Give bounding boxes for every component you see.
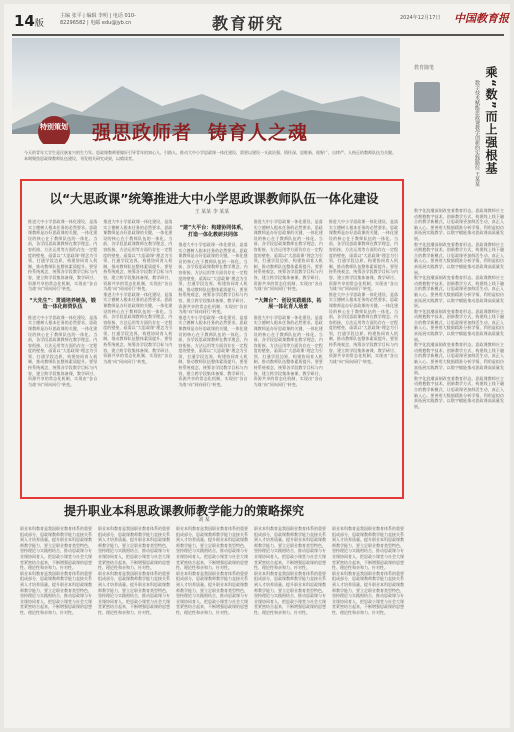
column-text: 推进大中小学思政课一体化建设，是落实立德树人根本任务的必然要求。思政课教师是办好思政课的关键，一体化建设的核心在于教师队伍的一体化。当前，各学段思政课教师在教学理念、内容衔接、方法运用等方面仍存在一定程度的壁垒，亟需以“大思政课”理念为引领，打通学段边界，构建协同育人机制，推动教师队伍整体素质提升。要坚持系统观念，统筹各学段教学目标与内容，建立跨学段集体备课、教学研讨、资源共享的常态化机制，实现由“各自为战”向“同向同行”转变。 [328, 291, 399, 364]
article-column [254, 526, 326, 722]
column-text: 推进大中小学思政课一体化建设，是落实立德树人根本任务的必然要求。思政课教师是办好思政课的关键，一体化建设的核心在于教师队伍的一体化。当前，各学段思政课教师在教学理念、内容衔接、方法运用等方面仍存在一定程度的壁垒，亟需以“大思政课”理念为引领，打通学段边界，构建协同育人机制，推动教师队伍整体素质提升。要坚持系统观念，统筹各学段教学目标与内容，建立跨学段集体备课、教学研讨、资源共享的常态化机制，实现由“各自为战”向“同向同行”转变。 [253, 314, 323, 387]
article-column [28, 219, 97, 495]
column-text: 数字化浪潮深刻改变着教育形态。思政课教师应主动拥抱数字技术，创新教学方式，构建线上线下融合的教学新模式，让思政课更加鲜活生动，真正入脑入心。要善用大数据精准分析学情，利用虚拟仿真拓展实践教学，以数字赋能推动思政课高质量发展。 [414, 342, 504, 376]
column-text: 推进大中小学思政课一体化建设，是落实立德树人根本任务的必然要求。思政课教师是办好思政课的关键，一体化建设的核心在于教师队伍的一体化。当前，各学段思政课教师在教学理念、内容衔接、方法运用等方面仍存在一定程度的壁垒，亟需以“大思政课”理念为引领，打通学段边界，构建协同育人机制，推动教师队伍整体素质提升。要坚持系统观念，统筹各学段教学目标与内容，建立跨学段集体备课、教学研讨、资源共享的常态化机制，实现由“各自为战”向“同向同行”转变。 [28, 314, 98, 387]
feature-banner [12, 38, 400, 144]
masthead [4, 4, 510, 38]
page-number: 14版 [14, 12, 44, 30]
column-subhead: “大先生”：贯通培养链条，锻造一体化师资队伍 [29, 297, 96, 311]
article-column [332, 526, 404, 722]
second-article-body [20, 526, 404, 722]
column-text: 数字化浪潮深刻改变着教育形态。思政课教师应主动拥抱数字技术，创新教学方式，构建线上线下融合的教学新模式，让思政课更加鲜活生动，真正入脑入心。要善用大数据精准分析学情，利用虚拟仿真拓展实践教学，以数字赋能推动思政课高质量发展。 [414, 308, 504, 342]
column-text: 数字化浪潮深刻改变着教育形态。思政课教师应主动拥抱数字技术，创新教学方式，构建线上线下融合的教学新模式，让思政课更加鲜活生动，真正入脑入心。要善用大数据精准分析学情，利用虚拟仿真拓展实践教学，以数字赋能推动思政课高质量发展。 [414, 275, 504, 309]
article-column [178, 219, 247, 495]
lead-article-byline: 王 某某 李 某某 [194, 209, 230, 215]
article-column [20, 526, 92, 722]
column-text: 推进大中小学思政课一体化建设，是落实立德树人根本任务的必然要求。思政课教师是办好思政课的关键，一体化建设的核心在于教师队伍的一体化。当前，各学段思政课教师在教学理念、内容衔接、方法运用等方面仍存在一定程度的壁垒，亟需以“大思政课”理念为引领，打通学段边界，构建协同育人机制，推动教师队伍整体素质提升。要坚持系统观念，统筹各学段教学目标与内容，建立跨学段集体备课、教学研讨、资源共享的常态化机制，实现由“各自为战”向“同向同行”转变。 [178, 242, 248, 315]
second-article-byline: 刘 某 [198, 517, 210, 523]
feature-intro: 今天的青年大学生是民族复兴的生力军。思政课教师要做好引导青年的知心人、引路人。推动大中小学思政课一体化建设，需要以建设一支政治强、情怀深、思维新、视野广、自律严、人格正的教师队伍为关键。本期聚焦思政课教师队伍建设，刊发相关研究成果，以飨读者。 [24, 150, 396, 161]
column-text: 职业本科教育是我国职业教育体系的重要组成部分，思政课教师教学能力直接关系到人才培养质量。提升职业本科思政课教师教学能力，要立足职业教育类型特色，坚持理论与实践相结合，推动思政课与专业课协同育人，把思政小课堂与社会大课堂紧密结合起来，不断增强思政课的思想性、理论性和亲和力、针对性。 [176, 570, 248, 615]
lead-article-body [28, 219, 398, 495]
column-text: 推进大中小学思政课一体化建设，是落实立德树人根本任务的必然要求。思政课教师是办好思政课的关键，一体化建设的核心在于教师队伍的一体化。当前，各学段思政课教师在教学理念、内容衔接、方法运用等方面仍存在一定程度的壁垒，亟需以“大思政课”理念为引领，打通学段边界，构建协同育人机制，推动教师队伍整体素质提升。要坚持系统观念，统筹各学段教学目标与内容，建立跨学段集体备课、教学研讨、资源共享的常态化机制，实现由“各自为战”向“同向同行”转变。 [328, 219, 399, 292]
author-portrait [414, 82, 440, 112]
newspaper-logo: 中国教育报 [454, 12, 509, 25]
column-text: 职业本科教育是我国职业教育体系的重要组成部分，思政课教师教学能力直接关系到人才培养质量。提升职业本科思政课教师教学能力，要立足职业教育类型特色，坚持理论与实践相结合，推动思政课与专业课协同育人，把思政小课堂与社会大课堂紧密结合起来，不断增强思政课的思想性、理论性和亲和力、针对性。 [20, 526, 92, 571]
issue-date: 2024年12月17日 [400, 15, 441, 21]
article-column [254, 219, 323, 495]
column-text: 数字化浪潮深刻改变着教育形态。思政课教师应主动拥抱数字技术，创新教学方式，构建线上线下融合的教学新模式，让思政课更加鲜活生动，真正入脑入心。要善用大数据精准分析学情，利用虚拟仿真拓展实践教学，以数字赋能推动思政课高质量发展。 [414, 375, 504, 409]
right-article-title[interactable]: 乘“数”而上强根基 [484, 66, 498, 175]
column-text: 推进大中小学思政课一体化建设，是落实立德树人根本任务的必然要求。思政课教师是办好思政课的关键，一体化建设的核心在于教师队伍的一体化。当前，各学段思政课教师在教学理念、内容衔接、方法运用等方面仍存在一定程度的壁垒，亟需以“大思政课”理念为引领，打通学段边界，构建协同育人机制，推动教师队伍整体素质提升。要坚持系统观念，统筹各学段教学目标与内容，建立跨学段集体备课、教学研讨、资源共享的常态化机制，实现由“各自为战”向“同向同行”转变。 [178, 314, 248, 387]
column-text: 职业本科教育是我国职业教育体系的重要组成部分，思政课教师教学能力直接关系到人才培养质量。提升职业本科思政课教师教学能力，要立足职业教育类型特色，坚持理论与实践相结合，推动思政课与专业课协同育人，把思政小课堂与社会大课堂紧密结合起来，不断增强思政课的思想性、理论性和亲和力、针对性。 [20, 570, 92, 615]
column-text: 职业本科教育是我国职业教育体系的重要组成部分，思政课教师教学能力直接关系到人才培养质量。提升职业本科思政课教师教学能力，要立足职业教育类型特色，坚持理论与实践相结合，推动思政课与专业课协同育人，把思政小课堂与社会大课堂紧密结合起来，不断增强思政课的思想性、理论性和亲和力、针对性。 [332, 570, 404, 615]
second-article-title[interactable]: 提升职业本科思政课教师教学能力的策略探究 [64, 504, 305, 518]
feature-title: 强思政师者 铸育人之魂 [92, 122, 309, 144]
article-column [329, 219, 398, 495]
right-article-body [414, 208, 504, 409]
article-column [103, 219, 172, 495]
right-section-label: 教育随笔 [414, 65, 435, 71]
newspaper-page [4, 4, 510, 728]
feature-badge: 特别策划 [38, 116, 70, 144]
lead-article[interactable] [20, 179, 404, 499]
column-subhead: “大舞台”：创设实践载体，拓展一体化育人场景 [254, 297, 322, 311]
article-column [176, 526, 248, 722]
article-column [98, 526, 170, 722]
column-text: 数字化浪潮深刻改变着教育形态。思政课教师应主动拥抱数字技术，创新教学方式，构建线上线下融合的教学新模式，让思政课更加鲜活生动，真正入脑入心。要善用大数据精准分析学情，利用虚拟仿真拓展实践教学，以数字赋能推动思政课高质量发展。 [414, 208, 504, 241]
column-text: 数字化浪潮深刻改变着教育形态。思政课教师应主动拥抱数字技术，创新教学方式，构建线上线下融合的教学新模式，让思政课更加鲜活生动，真正入脑入心。要善用大数据精准分析学情，利用虚拟仿真拓展实践教学，以数字赋能推动思政课高质量发展。 [414, 241, 504, 275]
column-subhead: “建”大平台：构建协同体系，打造一体化教研共同体 [179, 225, 247, 238]
column-text: 职业本科教育是我国职业教育体系的重要组成部分，思政课教师教学能力直接关系到人才培养质量。提升职业本科思政课教师教学能力，要立足职业教育类型特色，坚持理论与实践相结合，推动思政课与专业课协同育人，把思政小课堂与社会大课堂紧密结合起来，不断增强思政课的思想性、理论性和亲和力、针对性。 [254, 570, 326, 615]
section-title: 教育研究 [212, 14, 285, 33]
header-divider [12, 34, 504, 36]
column-text: 职业本科教育是我国职业教育体系的重要组成部分，思政课教师教学能力直接关系到人才培养质量。提升职业本科思政课教师教学能力，要立足职业教育类型特色，坚持理论与实践相结合，推动思政课与专业课协同育人，把思政小课堂与社会大课堂紧密结合起来，不断增强思政课的思想性、理论性和亲和力、针对性。 [98, 526, 170, 571]
column-text: 推进大中小学思政课一体化建设，是落实立德树人根本任务的必然要求。思政课教师是办好思政课的关键，一体化建设的核心在于教师队伍的一体化。当前，各学段思政课教师在教学理念、内容衔接、方法运用等方面仍存在一定程度的壁垒，亟需以“大思政课”理念为引领，打通学段边界，构建协同育人机制，推动教师队伍整体素质提升。要坚持系统观念，统筹各学段教学目标与内容，建立跨学段集体备课、教学研讨、资源共享的常态化机制，实现由“各自为战”向“同向同行”转变。 [28, 219, 98, 292]
column-text: 职业本科教育是我国职业教育体系的重要组成部分，思政课教师教学能力直接关系到人才培养质量。提升职业本科思政课教师教学能力，要立足职业教育类型特色，坚持理论与实践相结合，推动思政课与专业课协同育人，把思政小课堂与社会大课堂紧密结合起来，不断增强思政课的思想性、理论性和亲和力、针对性。 [176, 526, 248, 571]
lead-article-title[interactable]: 以“大思政课”统筹推进大中小学思政课教师队伍一体化建设 [49, 191, 379, 206]
column-text: 职业本科教育是我国职业教育体系的重要组成部分，思政课教师教学能力直接关系到人才培养质量。提升职业本科思政课教师教学能力，要立足职业教育类型特色，坚持理论与实践相结合，推动思政课与专业课协同育人，把思政小课堂与社会大课堂紧密结合起来，不断增强思政课的思想性、理论性和亲和力、针对性。 [98, 570, 170, 615]
column-text: 推进大中小学思政课一体化建设，是落实立德树人根本任务的必然要求。思政课教师是办好思政课的关键，一体化建设的核心在于教师队伍的一体化。当前，各学段思政课教师在教学理念、内容衔接、方法运用等方面仍存在一定程度的壁垒，亟需以“大思政课”理念为引领，打通学段边界，构建协同育人机制，推动教师队伍整体素质提升。要坚持系统观念，统筹各学段教学目标与内容，建立跨学段集体备课、教学研讨、资源共享的常态化机制，实现由“各自为战”向“同向同行”转变。 [253, 219, 323, 292]
right-column [410, 38, 506, 726]
editor-info: 主编 张平 | 编辑 李明 | 电话 010-82296582 | 电邮 edu@jyb.cn [60, 13, 136, 26]
right-article-subtitle: 数字技术赋能思政课教学创新的实践路径 王某某 [474, 80, 480, 187]
column-text: 推进大中小学思政课一体化建设，是落实立德树人根本任务的必然要求。思政课教师是办好思政课的关键，一体化建设的核心在于教师队伍的一体化。当前，各学段思政课教师在教学理念、内容衔接、方法运用等方面仍存在一定程度的壁垒，亟需以“大思政课”理念为引领，打通学段边界，构建协同育人机制，推动教师队伍整体素质提升。要坚持系统观念，统筹各学段教学目标与内容，建立跨学段集体备课、教学研讨、资源共享的常态化机制，实现由“各自为战”向“同向同行”转变。 [103, 219, 173, 292]
column-text: 推进大中小学思政课一体化建设，是落实立德树人根本任务的必然要求。思政课教师是办好思政课的关键，一体化建设的核心在于教师队伍的一体化。当前，各学段思政课教师在教学理念、内容衔接、方法运用等方面仍存在一定程度的壁垒，亟需以“大思政课”理念为引领，打通学段边界，构建协同育人机制，推动教师队伍整体素质提升。要坚持系统观念，统筹各学段教学目标与内容，建立跨学段集体备课、教学研讨、资源共享的常态化机制，实现由“各自为战”向“同向同行”转变。 [103, 291, 173, 364]
column-text: 职业本科教育是我国职业教育体系的重要组成部分，思政课教师教学能力直接关系到人才培养质量。提升职业本科思政课教师教学能力，要立足职业教育类型特色，坚持理论与实践相结合，推动思政课与专业课协同育人，把思政小课堂与社会大课堂紧密结合起来，不断增强思政课的思想性、理论性和亲和力、针对性。 [254, 526, 326, 571]
column-text: 职业本科教育是我国职业教育体系的重要组成部分，思政课教师教学能力直接关系到人才培养质量。提升职业本科思政课教师教学能力，要立足职业教育类型特色，坚持理论与实践相结合，推动思政课与专业课协同育人，把思政小课堂与社会大课堂紧密结合起来，不断增强思政课的思想性、理论性和亲和力、针对性。 [332, 526, 404, 571]
